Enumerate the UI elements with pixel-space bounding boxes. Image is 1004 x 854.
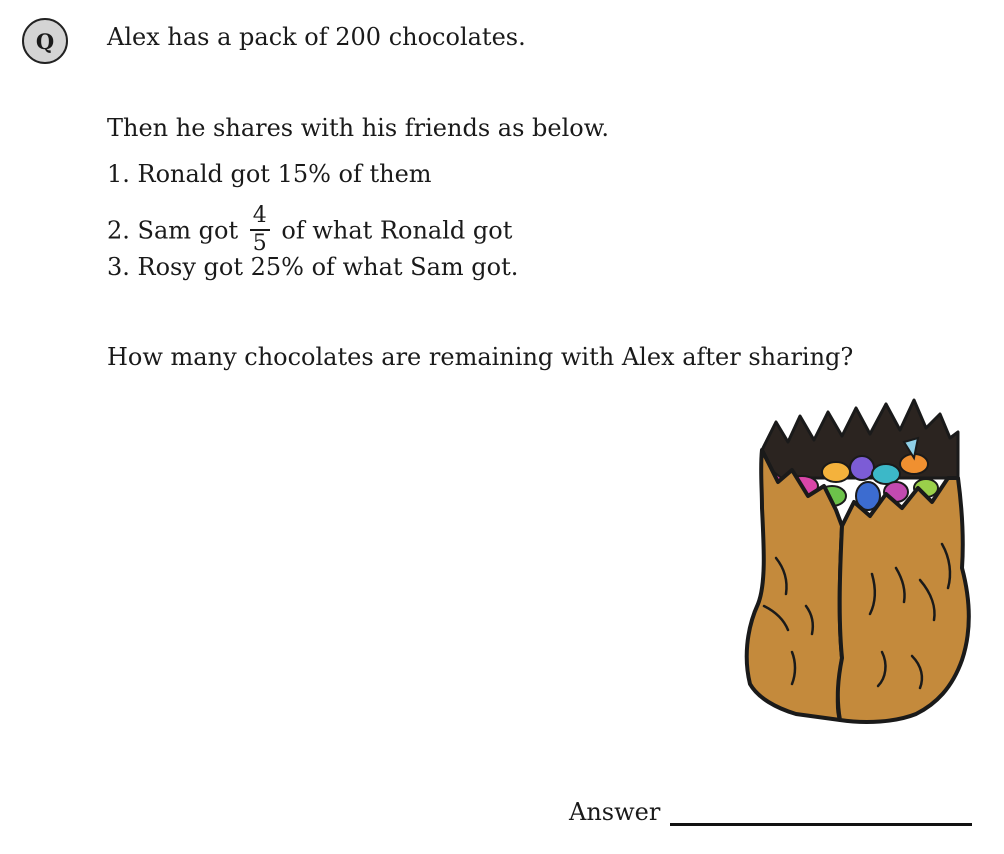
share-item-2-suffix: of what Ronald got	[281, 216, 513, 245]
question-prompt: How many chocolates are remaining with Alex after sharing?	[107, 343, 854, 371]
chocolate-bag-icon	[736, 398, 972, 726]
question-intro: Alex has a pack of 200 chocolates.	[107, 23, 526, 51]
question-badge-label: Q	[35, 28, 55, 54]
answer-area	[569, 800, 972, 824]
fraction-four-fifths	[250, 205, 270, 255]
share-item-1: 1. Ronald got 15% of them	[107, 160, 432, 188]
fraction-denominator: 5	[252, 231, 267, 256]
share-item-3: 3. Rosy got 25% of what Sam got.	[107, 253, 519, 281]
answer-label: Answer	[569, 798, 661, 826]
share-lead: Then he shares with his friends as below.	[107, 114, 610, 142]
share-item-2	[107, 203, 513, 257]
fraction-numerator: 4	[250, 205, 270, 231]
answer-input-line[interactable]	[670, 823, 972, 826]
share-item-2-prefix: 2. Sam got	[107, 216, 239, 245]
question-badge	[22, 18, 68, 64]
